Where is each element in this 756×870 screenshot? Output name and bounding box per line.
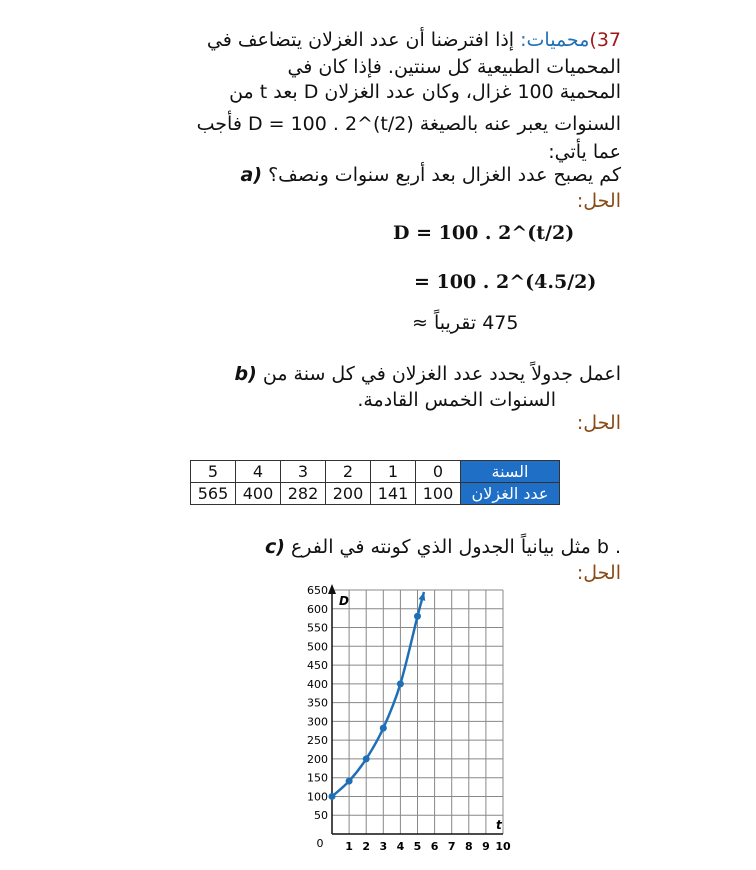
year-cell: 0 — [416, 461, 461, 483]
year-cell: 4 — [236, 461, 281, 483]
part-c-text: مثل بيانياً الجدول الذي كونته في الفرع b . — [290, 536, 621, 558]
part-b-question-1 — [235, 362, 621, 386]
x-tick-label: 9 — [482, 840, 490, 853]
year-cell: 2 — [326, 461, 371, 483]
x-tick-label: 5 — [413, 840, 422, 853]
part-a-step-2: = 100 . 2^(4.5/2) — [414, 271, 597, 293]
count-cell: 565 — [191, 483, 236, 505]
part-a-letter: a) — [240, 164, 263, 186]
x-tick-label: 4 — [396, 840, 405, 853]
x-tick-label: 8 — [464, 840, 473, 853]
x-tick-label: 2 — [362, 840, 371, 853]
part-c-letter: c) — [264, 536, 285, 558]
count-cell: 200 — [326, 483, 371, 505]
y-axis-label: D — [339, 594, 349, 608]
y-tick-label: 100 — [307, 790, 328, 804]
data-point — [380, 725, 387, 732]
y-tick-label: 550 — [307, 621, 328, 635]
header-count: عدد الغزلان — [461, 483, 560, 505]
year-cell: 3 — [281, 461, 326, 483]
x-tick-label: 1 — [345, 840, 353, 853]
data-point — [414, 613, 421, 620]
origin-label: 0 — [316, 837, 324, 850]
deer-table — [190, 460, 560, 505]
part-b-solution-label: الحل: — [576, 412, 621, 434]
x-tick-label: 7 — [447, 840, 456, 853]
curve-arrow-icon — [418, 592, 425, 601]
part-c-question — [265, 535, 621, 559]
growth-curve — [332, 592, 424, 796]
y-tick-label: 200 — [307, 752, 328, 766]
data-point — [346, 778, 353, 785]
y-tick-label: 600 — [307, 602, 328, 616]
part-a-question — [241, 163, 621, 187]
part-a-text: كم يصبح عدد الغزال بعد أربع سنوات ونصف؟ — [268, 164, 621, 186]
problem-number: 37) — [589, 29, 621, 51]
problem-line-4: السنوات يعبر عنه بالصيغة D = 100 . 2^(t/2) فأجب — [196, 113, 621, 135]
count-cell: 141 — [371, 483, 416, 505]
y-tick-label: 500 — [307, 640, 328, 654]
part-b-letter: b) — [234, 363, 257, 385]
x-tick-label: 3 — [379, 840, 388, 853]
year-cell: 5 — [191, 461, 236, 483]
table-row-counts — [191, 483, 560, 505]
x-axis-label: t — [496, 818, 502, 832]
problem-text-1: إذا افترضنا أن عدد الغزلان يتضاعف في — [206, 29, 515, 51]
y-tick-label: 400 — [307, 677, 328, 691]
part-a-step-3: 475 تقريباً ≈ — [412, 312, 519, 334]
count-cell: 400 — [236, 483, 281, 505]
y-tick-label: 300 — [307, 715, 328, 729]
part-a-step-1: D = 100 . 2^(t/2) — [393, 222, 575, 244]
part-c-solution-label: الحل: — [576, 562, 621, 584]
problem-line-5: عما يأتي: — [548, 141, 621, 163]
data-point — [363, 755, 370, 762]
y-tick-label: 250 — [307, 734, 328, 748]
count-cell: 100 — [416, 483, 461, 505]
year-cell: 1 — [371, 461, 416, 483]
table-row-years — [191, 461, 560, 483]
x-tick-label: 10 — [495, 840, 511, 853]
problem-line-3: المحمية 100 غزال، وكان عدد الغزلان D بعد t من — [229, 81, 621, 103]
y-tick-label: 150 — [307, 771, 328, 785]
count-cell: 282 — [281, 483, 326, 505]
part-b-text-1: اعمل جدولاً يحدد عدد الغزلان في كل سنة من — [262, 363, 621, 385]
part-b-question-2: السنوات الخمس القادمة. — [357, 389, 556, 411]
x-tick-label: 6 — [430, 840, 439, 853]
y-tick-label: 350 — [307, 696, 328, 710]
header-year: السنة — [461, 461, 560, 483]
problem-topic: محميات: — [520, 29, 590, 51]
y-tick-label: 50 — [314, 809, 328, 823]
problem-line-1 — [207, 28, 621, 52]
problem-line-2: المحميات الطبيعية كل سنتين. فإذا كان في — [287, 56, 621, 78]
part-a-solution-label: الحل: — [576, 190, 621, 212]
y-axis-arrow-icon — [328, 584, 336, 594]
data-point — [397, 680, 404, 687]
data-point — [329, 793, 336, 800]
y-tick-label: 450 — [307, 659, 328, 673]
y-tick-label: 650 — [307, 584, 328, 597]
